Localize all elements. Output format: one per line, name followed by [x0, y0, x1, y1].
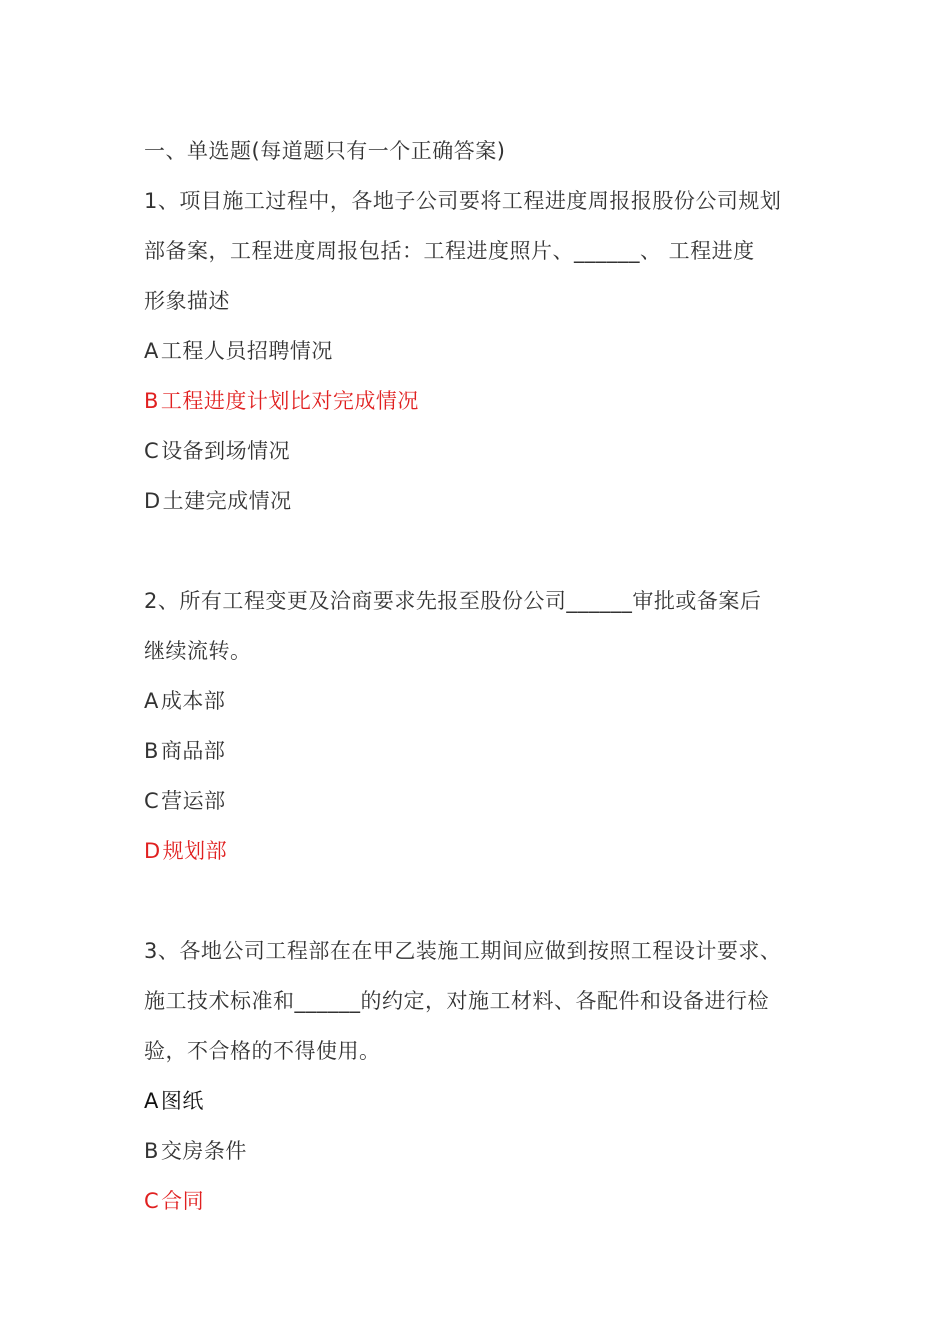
option-1a [144, 326, 808, 376]
option-letter: A [144, 339, 159, 363]
question-2-line-1: 2、所有工程变更及洽商要求先报至股份公司______审批或备案后 [144, 589, 762, 613]
option-text: 工程人员招聘情况 [160, 339, 333, 363]
option-text: 图纸 [160, 1089, 204, 1113]
option-letter: B [144, 389, 159, 413]
option-2b [144, 726, 808, 776]
option-letter: D [144, 489, 161, 513]
option-2a [144, 676, 808, 726]
question-2-line-2: 继续流转。 [144, 639, 252, 663]
option-text: 营运部 [161, 789, 226, 813]
option-1b-correct [144, 376, 808, 426]
option-letter: D [144, 839, 161, 863]
option-1d [144, 476, 808, 526]
spacer [144, 876, 808, 926]
question-3-line-1: 3、各地公司工程部在在甲乙装施工期间应做到按照工程设计要求、 [144, 939, 782, 963]
option-letter: A [144, 689, 159, 713]
question-1 [144, 176, 808, 526]
option-letter: B [144, 1139, 159, 1163]
document-page [144, 126, 808, 1226]
option-text: 商品部 [160, 739, 226, 763]
option-1c [144, 426, 808, 476]
question-1-line-3: 形象描述 [144, 289, 230, 313]
option-letter: C [144, 439, 160, 463]
option-letter: C [144, 789, 160, 813]
question-1-line-2: 部备案，工程进度周报包括：工程进度照片、______、 工程进度 [144, 239, 755, 263]
option-3b [144, 1126, 808, 1176]
option-3c-correct [144, 1176, 808, 1226]
question-1-line-1: 1、项目施工过程中，各地子公司要将工程进度周报报股份公司规划 [144, 189, 782, 213]
question-2 [144, 576, 808, 876]
option-text: 土建完成情况 [162, 489, 292, 513]
option-text: 成本部 [160, 689, 226, 713]
option-letter: C [144, 1189, 160, 1213]
question-3-line-2: 施工技术标准和______的约定，对施工材料、各配件和设备进行检 [144, 989, 769, 1013]
section-title: 一、单选题(每道题只有一个正确答案) [144, 139, 506, 163]
option-text: 规划部 [162, 839, 228, 863]
option-text: 合同 [161, 1189, 205, 1213]
option-letter: B [144, 739, 159, 763]
option-2c [144, 776, 808, 826]
spacer [144, 526, 808, 576]
question-3 [144, 926, 808, 1226]
option-text: 设备到场情况 [161, 439, 291, 463]
option-text: 交房条件 [160, 1139, 247, 1163]
option-2d-correct [144, 826, 808, 876]
option-text: 工程进度计划比对完成情况 [160, 389, 419, 413]
option-3a [144, 1076, 808, 1126]
option-letter: A [144, 1089, 159, 1113]
question-3-line-3: 验，不合格的不得使用。 [144, 1039, 381, 1063]
